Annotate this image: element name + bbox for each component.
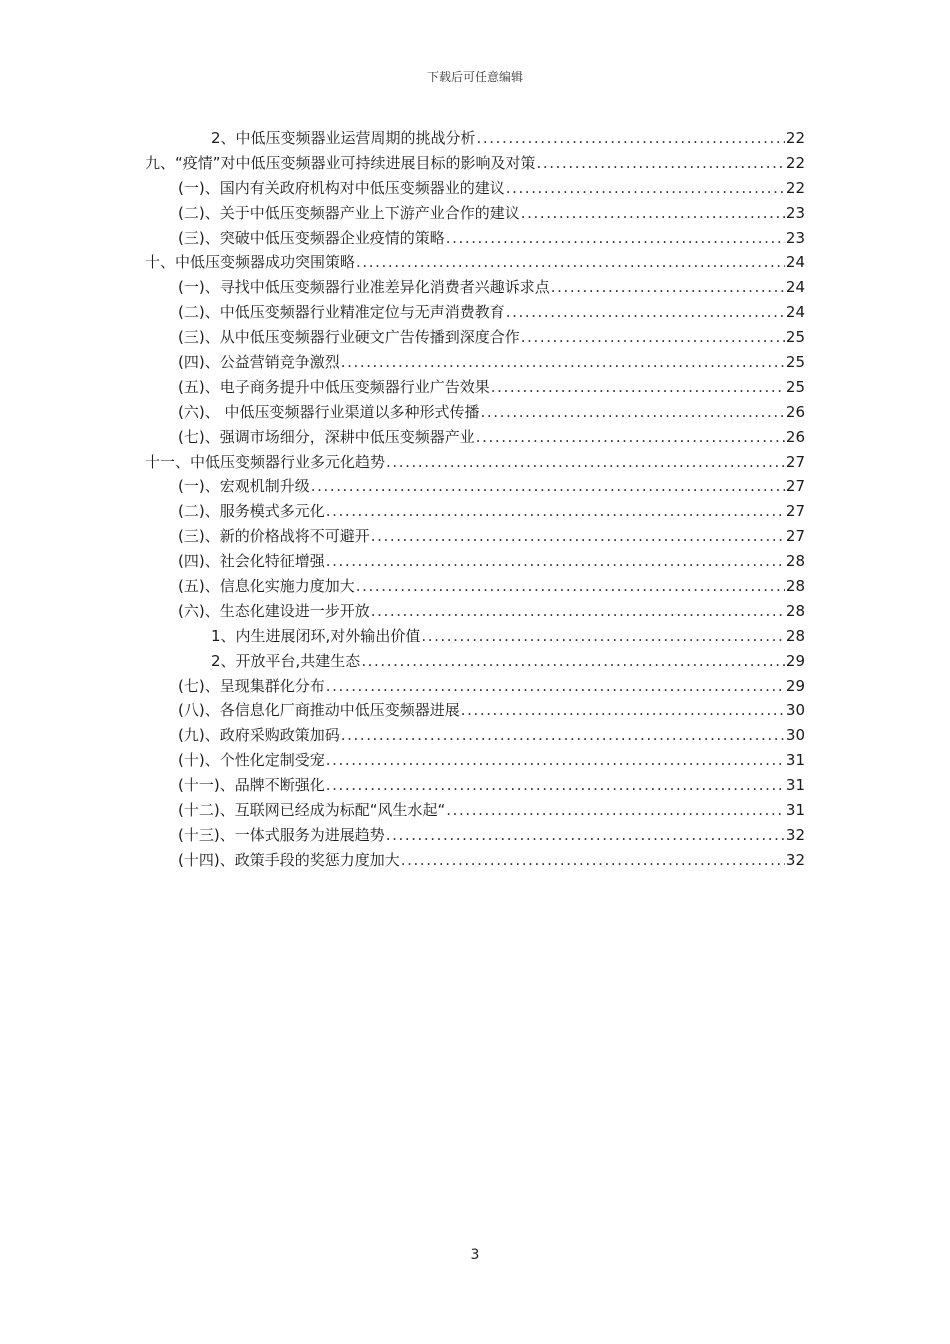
- toc-entry[interactable]: [145, 499, 805, 524]
- toc-entry[interactable]: [145, 549, 805, 574]
- toc-entry[interactable]: [145, 450, 805, 475]
- toc-entry[interactable]: [145, 250, 805, 275]
- toc-entry-title: (五)、电子商务提升中低压变频器行业广告效果: [178, 377, 490, 396]
- toc-entry-title: 九、“疫情”对中低压变频器业可持续进展目标的影响及对策: [145, 153, 536, 172]
- toc-entry[interactable]: [145, 474, 805, 499]
- toc-leader-dots: [341, 723, 785, 748]
- toc-entry[interactable]: [145, 300, 805, 325]
- toc-entry-title: 1、内生进展闭环,对外输出价值: [211, 626, 421, 645]
- toc-leader-dots: [326, 773, 785, 798]
- toc-entry-title: (四)、社会化特征增强: [178, 552, 325, 571]
- toc-entry[interactable]: [145, 723, 805, 748]
- toc-entry[interactable]: [145, 624, 805, 649]
- toc-entry-page: 30: [785, 726, 805, 745]
- toc-entry[interactable]: [145, 400, 805, 425]
- toc-entry-page: 23: [785, 228, 805, 247]
- toc-leader-dots: [521, 201, 785, 226]
- toc-entry[interactable]: [145, 823, 805, 848]
- toc-entry-page: 30: [785, 701, 805, 720]
- toc-leader-dots: [326, 499, 785, 524]
- toc-leader-dots: [491, 375, 785, 400]
- toc-entry-title: (三)、突破中低压变频器企业疫情的策略: [178, 228, 445, 247]
- toc-entry[interactable]: [145, 350, 805, 375]
- toc-entry[interactable]: [145, 151, 805, 176]
- toc-entry-page: 25: [785, 353, 805, 372]
- toc-entry[interactable]: [145, 773, 805, 798]
- toc-entry-page: 22: [785, 153, 805, 172]
- toc-leader-dots: [356, 574, 785, 599]
- toc-entry-title: (三)、从中低压变频器行业硬文广告传播到深度合作: [178, 328, 520, 347]
- toc-entry-title: (十四)、政策手段的奖惩力度加大: [178, 850, 400, 869]
- toc-leader-dots: [371, 524, 785, 549]
- toc-entry-title: (十三)、一体式服务为进展趋势: [178, 825, 385, 844]
- toc-entry-title: (二)、服务模式多元化: [178, 502, 325, 521]
- toc-entry-page: 32: [785, 850, 805, 869]
- toc-entry-page: 27: [785, 452, 805, 471]
- toc-entry-page: 27: [785, 527, 805, 546]
- toc-entry-page: 25: [785, 328, 805, 347]
- toc-entry[interactable]: [145, 275, 805, 300]
- toc-leader-dots: [506, 300, 785, 325]
- toc-entry-title: (二)、关于中低压变频器产业上下游产业合作的建议: [178, 203, 520, 222]
- toc-entry[interactable]: [145, 375, 805, 400]
- toc-entry[interactable]: [145, 574, 805, 599]
- toc-entry-title: (八)、各信息化厂商推动中低压变频器进展: [178, 701, 460, 720]
- toc-entry-title: 2、开放平台,共建生态: [211, 651, 361, 670]
- toc-leader-dots: [401, 848, 785, 873]
- toc-entry[interactable]: [145, 425, 805, 450]
- toc-entry-page: 24: [785, 303, 805, 322]
- toc-leader-dots: [326, 674, 785, 699]
- toc-leader-dots: [477, 126, 785, 151]
- toc-entry-page: 31: [785, 776, 805, 795]
- toc-entry-page: 27: [785, 477, 805, 496]
- toc-entry[interactable]: [145, 325, 805, 350]
- toc-entry-title: (二)、中低压变频器行业精准定位与无声消费教育: [178, 303, 505, 322]
- toc-entry-title: (六)、生态化建设进一步开放: [178, 601, 370, 620]
- toc-entry-title: (五)、信息化实施力度加大: [178, 577, 355, 596]
- toc-leader-dots: [311, 474, 785, 499]
- toc-entry[interactable]: [145, 674, 805, 699]
- toc-leader-dots: [326, 748, 785, 773]
- toc-entry-title: (四)、公益营销竞争激烈: [178, 353, 340, 372]
- toc-entry[interactable]: [145, 848, 805, 873]
- toc-entry[interactable]: [145, 226, 805, 251]
- toc-leader-dots: [356, 250, 785, 275]
- table-of-contents: [145, 126, 805, 873]
- page-header: 下载后可任意编辑: [426, 70, 523, 84]
- toc-entry-page: 31: [785, 801, 805, 820]
- toc-entry[interactable]: [145, 201, 805, 226]
- toc-entry-page: 22: [785, 178, 805, 197]
- toc-leader-dots: [386, 823, 785, 848]
- toc-entry-title: 2、中低压变频器业运营周期的挑战分析: [211, 129, 476, 147]
- toc-leader-dots: [446, 798, 785, 823]
- toc-entry-page: 26: [785, 402, 805, 421]
- toc-entry-page: 26: [785, 427, 805, 446]
- toc-entry-title: (三)、新的价格战将不可避开: [178, 527, 370, 546]
- toc-entry-page: 23: [785, 203, 805, 222]
- toc-leader-dots: [446, 226, 785, 251]
- toc-entry-page: 24: [785, 278, 805, 297]
- toc-entry-page: 32: [785, 825, 805, 844]
- toc-leader-dots: [461, 698, 785, 723]
- toc-leader-dots: [551, 275, 785, 300]
- toc-entry-title: (十二)、互联网已经成为标配“风生水起“: [178, 801, 446, 820]
- toc-entry[interactable]: [145, 599, 805, 624]
- toc-leader-dots: [371, 599, 785, 624]
- toc-entry[interactable]: [145, 698, 805, 723]
- toc-entry[interactable]: [145, 126, 805, 151]
- toc-entry-title: (六)、 中低压变频器行业渠道以多种形式传播: [178, 402, 480, 421]
- toc-leader-dots: [506, 176, 785, 201]
- toc-leader-dots: [341, 350, 785, 375]
- toc-entry-page: 28: [785, 552, 805, 571]
- toc-entry-page: 29: [785, 676, 805, 695]
- toc-entry-page: 27: [785, 502, 805, 521]
- toc-entry-page: 22: [785, 129, 805, 147]
- toc-leader-dots: [480, 400, 784, 425]
- toc-leader-dots: [326, 549, 785, 574]
- toc-entry-page: 28: [785, 626, 805, 645]
- toc-entry-title: (十一)、品牌不断强化: [178, 776, 325, 795]
- toc-leader-dots: [537, 151, 785, 176]
- toc-entry-page: 31: [785, 751, 805, 770]
- toc-entry-title: (十)、个性化定制受宠: [178, 751, 325, 770]
- toc-entry[interactable]: [145, 798, 805, 823]
- toc-entry-title: 十、中低压变频器成功突围策略: [145, 253, 356, 272]
- toc-entry-page: 24: [785, 253, 805, 272]
- toc-leader-dots: [386, 450, 785, 475]
- toc-leader-dots: [361, 649, 785, 674]
- toc-entry-title: (七)、呈现集群化分布: [178, 676, 325, 695]
- toc-leader-dots: [521, 325, 785, 350]
- toc-entry-page: 29: [785, 651, 805, 670]
- toc-entry-page: 28: [785, 577, 805, 596]
- toc-entry-title: (一)、宏观机制升级: [178, 477, 310, 496]
- toc-entry-page: 28: [785, 601, 805, 620]
- toc-entry[interactable]: [145, 524, 805, 549]
- toc-entry[interactable]: [145, 649, 805, 674]
- toc-leader-dots: [476, 425, 785, 450]
- toc-entry-title: (九)、政府采购政策加码: [178, 726, 340, 745]
- toc-entry-page: 25: [785, 377, 805, 396]
- toc-entry-title: (七)、强调市场细分，深耕中低压变频器产业: [178, 427, 475, 446]
- toc-entry[interactable]: [145, 748, 805, 773]
- toc-entry-title: (一)、国内有关政府机构对中低压变频器业的建议: [178, 178, 505, 197]
- toc-entry-title: 十一、中低压变频器行业多元化趋势: [145, 452, 386, 471]
- toc-leader-dots: [421, 624, 785, 649]
- toc-entry[interactable]: [145, 176, 805, 201]
- page-number: 3: [470, 1247, 480, 1263]
- toc-entry-title: (一)、寻找中低压变频器行业准差异化消费者兴趣诉求点: [178, 278, 550, 297]
